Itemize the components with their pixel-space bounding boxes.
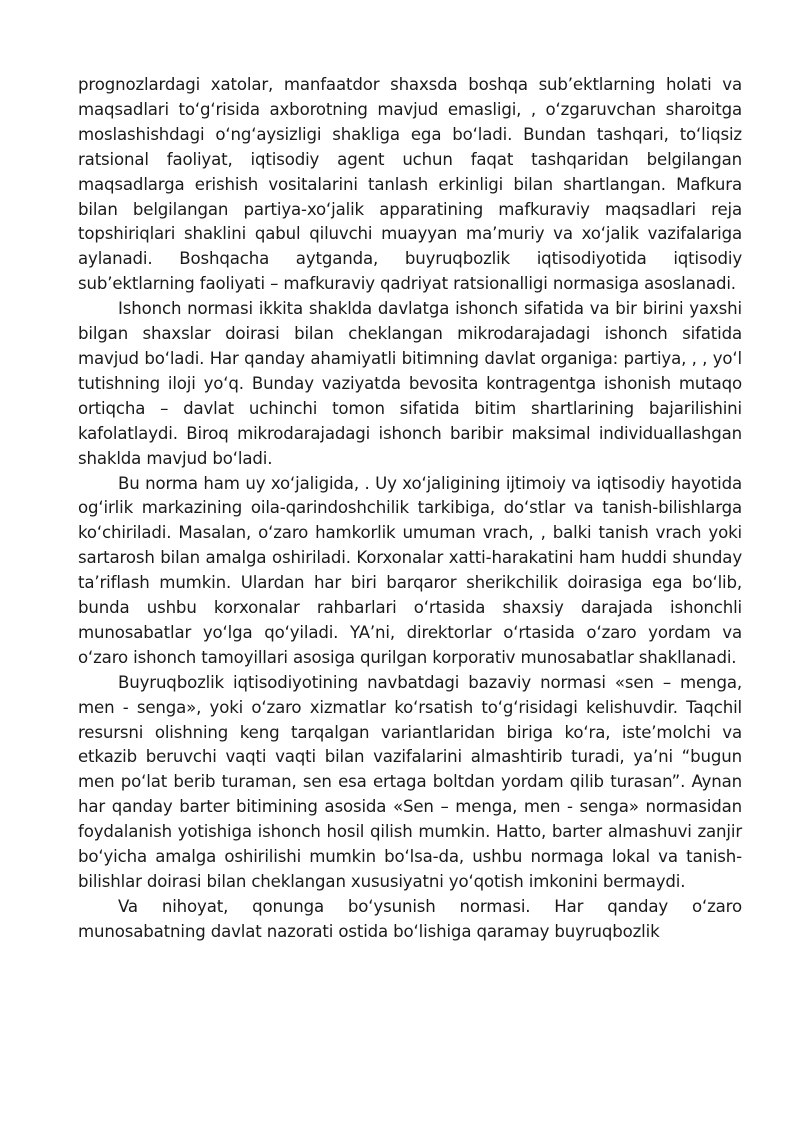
paragraph-5: Va nihoyat, qonunga bo‘ysunish normasi. Har qanday o‘zaro munosabatning davlat nazorati ostida bo‘lishiga qaramay buyruqbozlik [78, 896, 742, 941]
paragraph-1: prognozlardagi xatolar, manfaatdor shaxsda boshqa sub’ektlarning holati va maqsadlari to‘g‘risida axborotning mavjud emasligi, , o‘zgaruvchan sharoitga moslashishdagi o‘ng‘aysizligi shakliga ega bo‘ladi. Bundan tashqari, to‘liqsiz ratsional faoliyat, iqtisodiy agent uchun faqat tashqaridan belgilangan maqsadlarga erishish vositalarini tanlash erkinligi bilan shartlangan. Mafkura bilan belgilangan partiya-xo‘jalik apparatining mafkuraviy maqsadlari reja topshiriqlari shaklini qabul qiluvchi muayyan ma’muriy va xo‘jalik vazifalariga aylanadi. Boshqacha aytganda, buyruqbozlik iqtisodiyotida iqtisodiy sub’ektlarning faoliyati – mafkuraviy qadriyat ratsionalligi normasiga asoslanadi. [78, 75, 742, 294]
paragraph-4: Buyruqbozlik iqtisodiyotining navbatdagi bazaviy normasi «sen – menga, men - senga», yoki o‘zaro xizmatlar ko‘rsatish to‘g‘risidagi kelishuvdir. Taqchil resursni olishning keng tarqalgan variantlaridan biriga ko‘ra, iste’molchi va etkazib beruvchi vaqti vaqti bilan vazifalarini almashtirib turadi, ya’ni “bugun men po‘lat berib turaman, sen esa ertaga boltdan yordam qilib turasan”. Aynan har qanday barter bitimining asosida «Sen – menga, men - senga» normasidan foydalanish yotishiga ishonch hosil qilish mumkin. Hatto, barter almashuvi zanjir bo‘yicha amalga oshirilishi mumkin bo‘lsa-da, ushbu normaga lokal va tanish-bilishlar doirasi bilan cheklangan xususiyatni yo‘qotish imkonini bermaydi. [78, 672, 742, 891]
document-page [78, 73, 742, 945]
paragraph-3: Bu norma ham uy xo‘jaligida, . Uy xo‘jaligining ijtimoiy va iqtisodiy hayotida og‘irlik markazining oila-qarindoshchilik tarkibiga, do‘stlar va tanish-bilishlarga ko‘chiriladi. Masalan, o‘zaro hamkorlik umuman vrach, , balki tanish vrach yoki sartarosh bilan amalga oshiriladi. Korxonalar xatti-harakatini ham huddi shunday ta’riflash mumkin. Ulardan har biri barqaror sherikchilik doirasiga ega bo‘lib, bunda ushbu korxonalar rahbarlari o‘rtasida shaxsiy darajada ishonchli munosabatlar yo‘lga qo‘yiladi. YA’ni, direktorlar o‘rtasida o‘zaro yordam va o‘zaro ishonch tamoyillari asosiga qurilgan korporativ munosabatlar shakllanadi. [78, 473, 742, 667]
paragraph-2: Ishonch normasi ikkita shaklda davlatga ishonch sifatida va bir birini yaxshi bilgan shaxslar doirasi bilan cheklangan mikrodarajadagi ishonch sifatida mavjud bo‘ladi. Har qanday ahamiyatli bitimning davlat organiga: partiya, , , yo‘l tutishning iloji yo‘q. Bunday vaziyatda bevosita kontragentga ishonish mutaqo ortiqcha – davlat uchinchi tomon sifatida bitim shartlarining bajarilishini kafolatlaydi. Biroq mikrodarajadagi ishonch baribir maksimal individuallashgan shaklda mavjud bo‘ladi. [78, 299, 742, 468]
